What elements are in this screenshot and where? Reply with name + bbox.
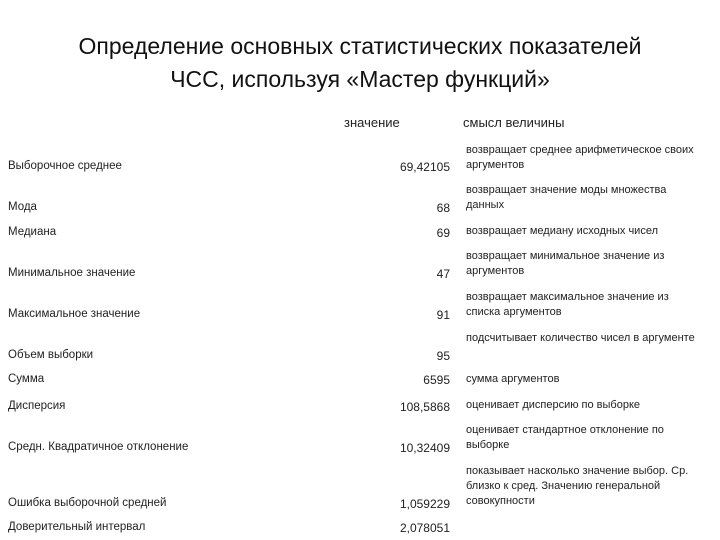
row-meaning: возвращает медиану исходных чисел — [466, 225, 659, 237]
column-header-meaning: смысл величины — [463, 115, 565, 130]
slide-title-line2: ЧСС, используя «Мастер функций» — [170, 66, 550, 92]
row-value: 95 — [436, 349, 450, 363]
column-header-value: значение — [344, 115, 400, 130]
row-meaning: возвращает минимальное значение из аргументов — [466, 250, 665, 277]
row-meaning: сумма аргументов — [466, 373, 560, 385]
row-name: Максимальное значение — [8, 308, 141, 320]
row-meaning: оценивает дисперсию по выборке — [466, 399, 640, 411]
row-value: 10,32409 — [399, 441, 450, 455]
row-name: Мода — [8, 201, 37, 213]
row-name: Выборочное среднее — [8, 160, 122, 172]
row-value: 6595 — [423, 373, 450, 387]
row-value: 68 — [436, 201, 450, 215]
slide-title — [0, 30, 720, 96]
row-meaning: возвращает максимальное значение из списка аргументов — [466, 291, 669, 318]
row-meaning: возвращает среднее арифметическое своих аргументов — [466, 144, 694, 171]
slide-title-line1: Определение основных статистических показателей — [78, 33, 642, 59]
row-value: 108,5868 — [399, 400, 450, 414]
row-name: Дисперсия — [8, 400, 66, 412]
row-name: Доверительный интервал — [8, 521, 146, 533]
row-value: 2,078051 — [399, 521, 450, 535]
row-meaning: показывает насколько значение выбор. Ср. близко к сред. Значению генеральной совокупности — [466, 465, 689, 507]
row-value: 69 — [436, 226, 450, 240]
row-value: 69,42105 — [399, 160, 450, 174]
row-name: Сумма — [8, 373, 45, 385]
row-name: Средн. Квадратичное отклонение — [8, 441, 189, 453]
row-meaning: возвращает значение моды множества данных — [466, 184, 667, 211]
row-name: Медиана — [8, 226, 57, 238]
row-value: 91 — [436, 308, 450, 322]
row-name: Минимальное значение — [8, 267, 136, 279]
row-name: Объем выборки — [8, 349, 94, 361]
row-value: 1,059229 — [399, 497, 450, 511]
row-value: 47 — [436, 267, 450, 281]
row-name: Ошибка выборочной средней — [8, 497, 167, 509]
row-meaning: подсчитывает количество чисел в аргументе — [466, 332, 695, 344]
row-meaning: оценивает стандартное отклонение по выборке — [466, 424, 664, 451]
